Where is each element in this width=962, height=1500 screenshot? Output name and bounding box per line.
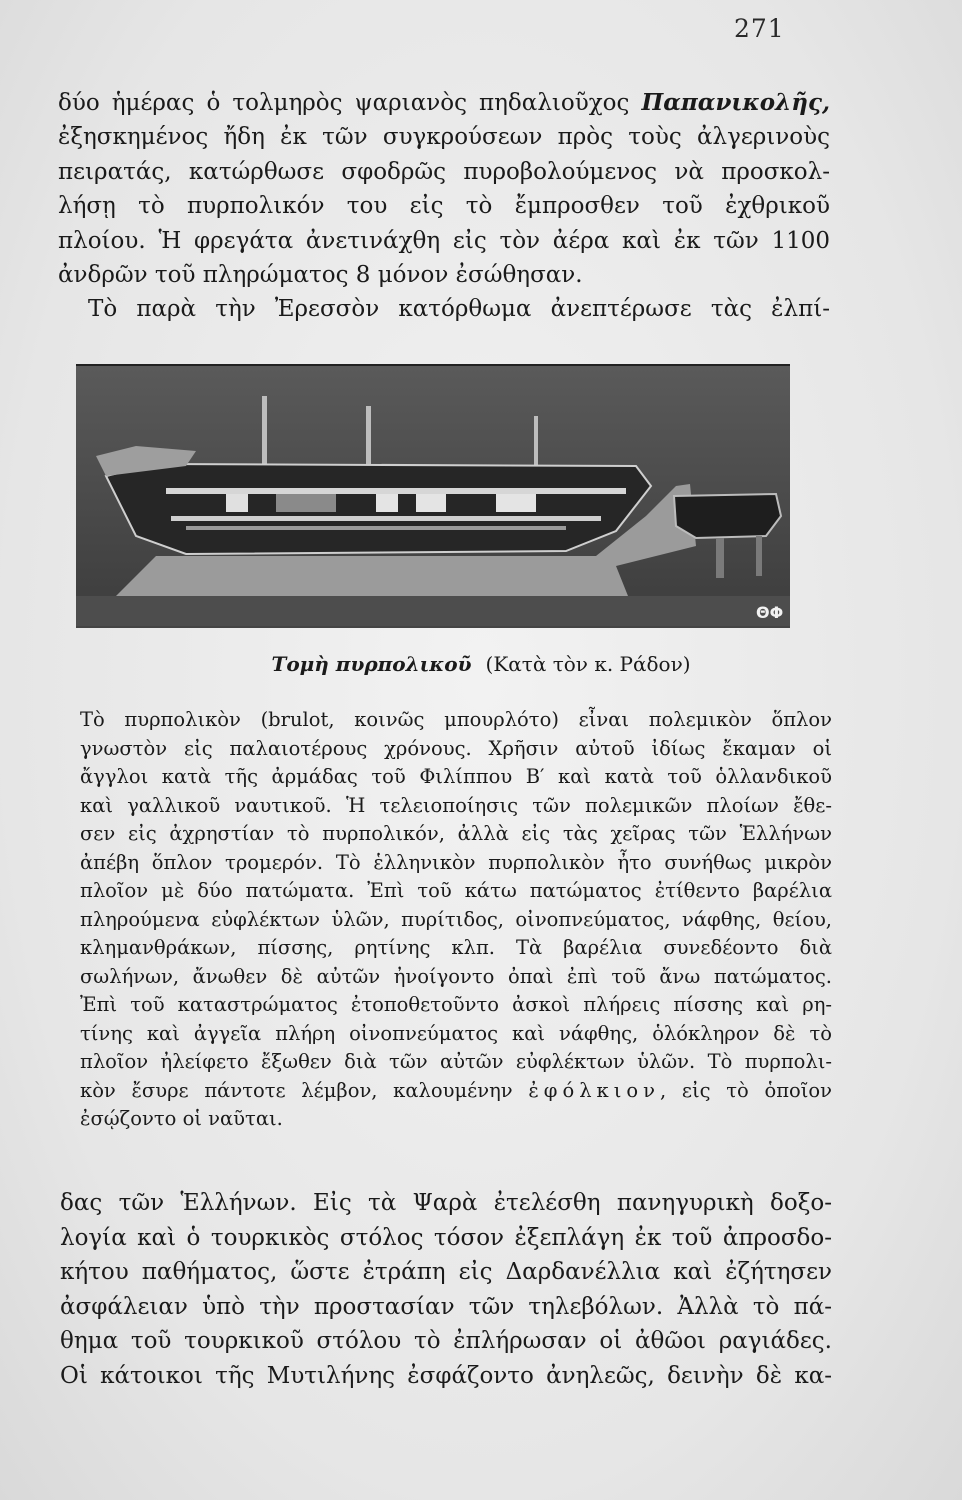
figure-corner-mark: ΘΦ xyxy=(756,603,784,622)
caption-credit: (Κατὰ τὸν κ. Ράδον) xyxy=(485,652,691,676)
note-line: κὸν ἔσυρε πάντοτε λέμβον, καλουμένην ἐφόλκιον, εἰς τὸ ὁποῖον xyxy=(80,1078,832,1102)
text-line: ἀσφάλειαν ὑπὸ τὴν προστασίαν τῶν τηλεβόλων. Ἀλλὰ τὸ πά- xyxy=(60,1293,832,1320)
note-line: τίνης καὶ ἀγγεῖα πλήρη οἰνοπνεύματος καὶ νάφθης, ὁλόκληρον δὲ τὸ xyxy=(80,1021,832,1045)
caption-title: Τομὴ πυρπολικοῦ xyxy=(271,652,472,676)
note-line: πλοῖον μὲ δύο πατώματα. Ἐπὶ τοῦ κάτω πατώματος ἐτίθεντο βαρέλια xyxy=(80,879,832,902)
ship-illustration xyxy=(76,366,790,626)
text-line: ἀνδρῶν τοῦ πληρώματος 8 μόνον ἐσώθησαν. xyxy=(58,261,583,288)
note-line: σεν εἰς ἀχρηστίαν τὸ πυρπολικόν, ἀλλὰ εἰς τὰς χεῖρας τῶν Ἑλλήνων xyxy=(80,822,832,845)
note-line: κλημανθράκων, πίσσης, ρητίνης κλπ. Τὰ βαρέλια συνεδέοντο διὰ xyxy=(80,936,832,959)
note-line: γνωστὸν εἰς παλαιοτέρους χρόνους. Χρῆσιν αὐτοῦ ἰδίως ἔκαμαν οἱ xyxy=(80,736,832,760)
note-line: πληρούμενα εὐφλέκτων ὑλῶν, πυρίτιδος, οἰνοπνεύματος, νάφθης, θείου, xyxy=(80,907,832,931)
bottom-paragraph xyxy=(60,1186,832,1394)
note-line: καὶ γαλλικοῦ ναυτικοῦ. Ἡ τελειοποίησις τῶν πολεμικῶν πλοίων ἔθε- xyxy=(80,793,832,817)
text-line: Οἱ κάτοικοι τῆς Μυτιλήνης ἐσφάζοντο ἀνηλεῶς, δεινὴν δὲ κα- xyxy=(60,1362,832,1389)
note-line: ἄγγλοι κατὰ τῆς ἀρμάδας τοῦ Φιλίππου Β′ καὶ κατὰ τοῦ ὁλλανδικοῦ xyxy=(80,765,832,788)
fireship-cross-section-figure xyxy=(76,364,790,628)
text-line: θημα τοῦ τουρκικοῦ στόλου τὸ ἐπλήρωσαν οἱ ἀθῶοι ραγιάδες. xyxy=(60,1328,832,1355)
text-line: δύο ἡμέρας ὁ τολμηρὸς ψαριανὸς πηδαλιοῦχος Παπανικολῆς, xyxy=(58,89,830,116)
text-line: πλοίου. Ἡ φρεγάτα ἀνετινάχθη εἰς τὸν ἀέρα καὶ ἐκ τῶν 1100 xyxy=(58,227,830,254)
page-number: 271 xyxy=(734,14,785,43)
footnote-paragraph xyxy=(80,706,832,1134)
note-line: ἀπέβη ὅπλον τρομερόν. Τὸ ἑλληνικὸν πυρπολικὸν ἦτο συνήθως μικρὸν xyxy=(80,850,832,874)
text-line: λήσῃ τὸ πυρπολικόν του εἰς τὸ ἔμπροσθεν τοῦ ἐχθρικοῦ xyxy=(58,193,830,220)
note-line: Τὸ πυρπολικὸν (brulot, κοινῶς μπουρλότο) εἶναι πολεμικὸν ὅπλον xyxy=(80,708,832,731)
figure-caption xyxy=(0,652,962,676)
text-line: λογία καὶ ὁ τουρκικὸς στόλος τόσον ἐξεπλάγη ἐκ τοῦ ἀπροσδο- xyxy=(60,1224,832,1251)
text-line: Τὸ παρὰ τὴν Ἐρεσσὸν κατόρθωμα ἀνεπτέρωσε τὰς ἐλπί- xyxy=(88,296,830,323)
note-line: ἐσῴζοντο οἱ ναῦται. xyxy=(80,1107,283,1130)
emphasized-name: Παπανικολῆς, xyxy=(641,89,830,116)
top-paragraph xyxy=(58,86,830,327)
spaced-term: ἐφόλκιον xyxy=(528,1078,660,1102)
text-line: ἐξησκημένος ἤδη ἐκ τῶν συγκρούσεων πρὸς τοὺς ἀλγερινοὺς xyxy=(58,124,830,151)
text-line: δας τῶν Ἑλλήνων. Εἰς τὰ Ψαρὰ ἐτελέσθη πανηγυρικὴ δοξο- xyxy=(60,1190,832,1216)
text-line: πειρατάς, κατώρθωσε σφοδρῶς πυροβολούμενος νὰ προσκολ- xyxy=(58,158,830,185)
note-line: σωλήνων, ἄνωθεν δὲ αὐτῶν ἠνοίγοντο ὀπαὶ ἐπὶ τοῦ ἄνω πατώματος. xyxy=(80,964,832,988)
text-line: κήτου παθήματος, ὥστε ἐτράπη εἰς Δαρδανέλλια καὶ ἐζήτησεν xyxy=(60,1259,832,1286)
note-line: Ἐπὶ τοῦ καταστρώματος ἐτοποθετοῦντο ἀσκοὶ πλήρεις πίσσης καὶ ρη- xyxy=(80,993,832,1016)
note-line: πλοῖον ἠλείφετο ἔξωθεν διὰ τῶν αὐτῶν εὐφλέκτων ὑλῶν. Τὸ πυρπολι- xyxy=(80,1050,832,1073)
